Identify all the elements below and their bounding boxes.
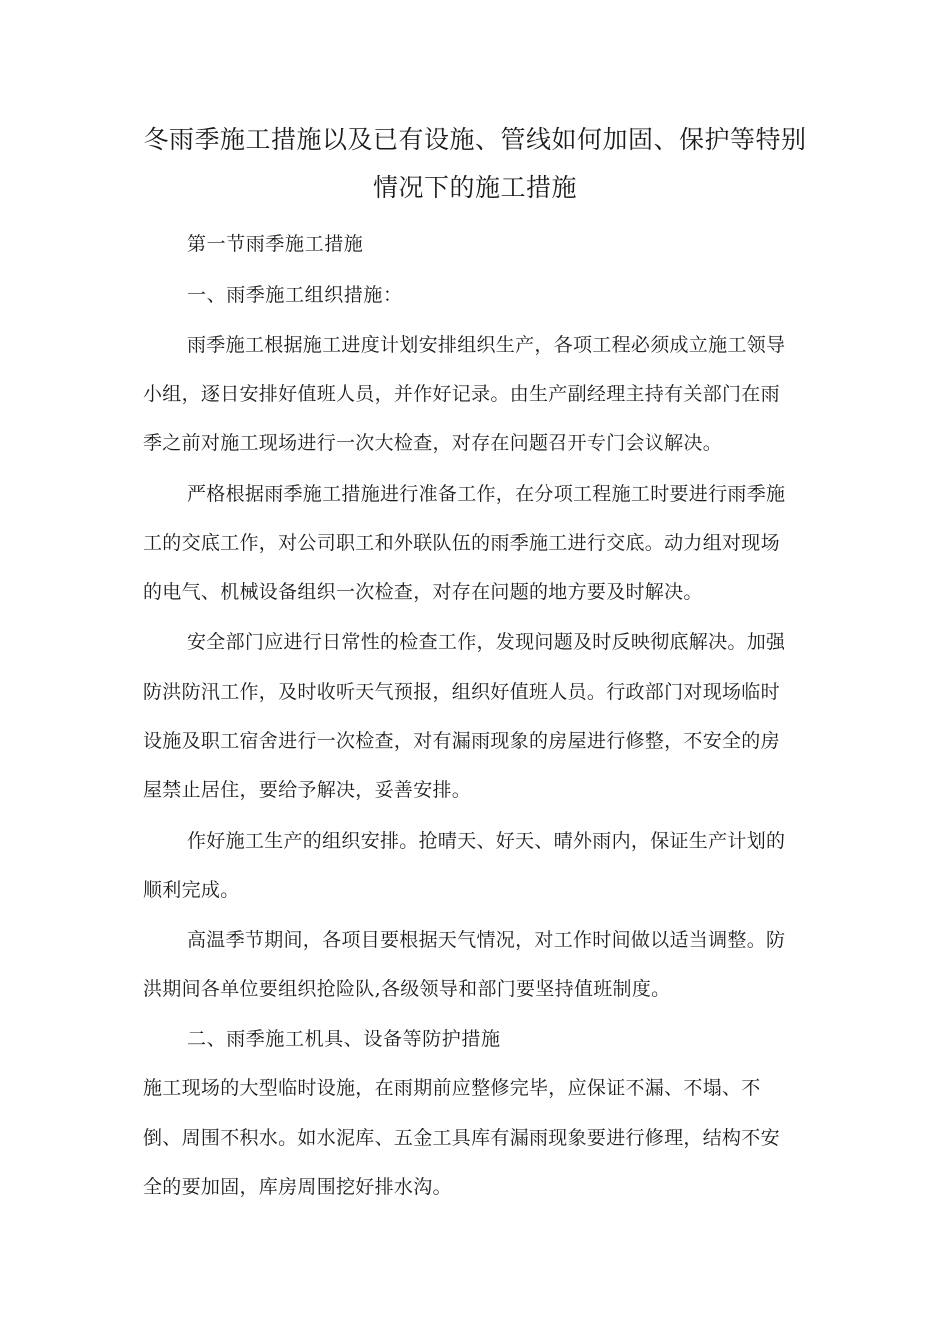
document-title-line-2: 情况下的施工措施 bbox=[372, 173, 577, 202]
paragraph-3-line-2: 防洪防汛工作，及时收听天气预报，组织好值班人员。行政部门对现场临时 bbox=[143, 681, 780, 703]
paragraph-4-line-1: 作好施工生产的组织安排。抢晴天、好天、晴外雨内，保证生产计划的 bbox=[187, 830, 786, 852]
paragraph-6-line-1: 施工现场的大型临时设施，在雨期前应整修完毕，应保证不漏、不塌、不 bbox=[143, 1077, 761, 1099]
document-title-line-1: 冬雨季施工措施以及已有设施、管线如何加固、保护等特别 bbox=[143, 125, 807, 154]
paragraph-1-line-1: 雨季施工根据施工进度计划安排组织生产，各项工程必须成立施工领导 bbox=[187, 334, 786, 356]
paragraph-3-line-1: 安全部门应进行日常性的检查工作，发现问题及时反映彻底解决。加强 bbox=[187, 631, 786, 653]
paragraph-6-line-3: 全的要加固，库房周围挖好排水沟。 bbox=[143, 1176, 452, 1198]
paragraph-3-line-4: 屋禁止居住，要给予解决，妥善安排。 bbox=[143, 779, 472, 801]
paragraph-2-line-2: 工的交底工作，对公司职工和外联队伍的雨季施工进行交底。动力组对现场 bbox=[143, 532, 780, 554]
paragraph-6-line-2: 倒、周围不积水。如水泥库、五金工具库有漏雨现象要进行修理，结构不安 bbox=[143, 1127, 780, 1149]
paragraph-2-line-3: 的电气、机械设备组织一次检查，对存在问题的地方要及时解决。 bbox=[143, 581, 703, 603]
paragraph-1-line-2: 小组，逐日安排好值班人员，并作好记录。由生产副经理主持有关部门在雨 bbox=[143, 383, 780, 405]
paragraph-2-line-1: 严格根据雨季施工措施进行准备工作，在分项工程施工时要进行雨季施 bbox=[187, 483, 786, 505]
subheading-rainy-season-organization: 一、雨季施工组织措施： bbox=[187, 284, 403, 306]
paragraph-5-line-1: 高温季节期间，各项目要根据天气情况，对工作时间做以适当调整。防 bbox=[187, 929, 786, 951]
paragraph-4-line-2: 顺利完成。 bbox=[143, 879, 240, 901]
paragraph-1-line-3: 季之前对施工现场进行一次大检查，对存在问题召开专门会议解决。 bbox=[143, 432, 723, 454]
section-heading: 第一节雨季施工措施 bbox=[187, 233, 364, 255]
subheading-equipment-protection: 二、雨季施工机具、设备等防护措施 bbox=[187, 1028, 501, 1050]
paragraph-5-line-2: 洪期间各单位要组织抢险队,各级领导和部门要坚持值班制度。 bbox=[143, 978, 671, 1000]
paragraph-3-line-3: 设施及职工宿舍进行一次检查，对有漏雨现象的房屋进行修整，不安全的房 bbox=[143, 730, 780, 752]
